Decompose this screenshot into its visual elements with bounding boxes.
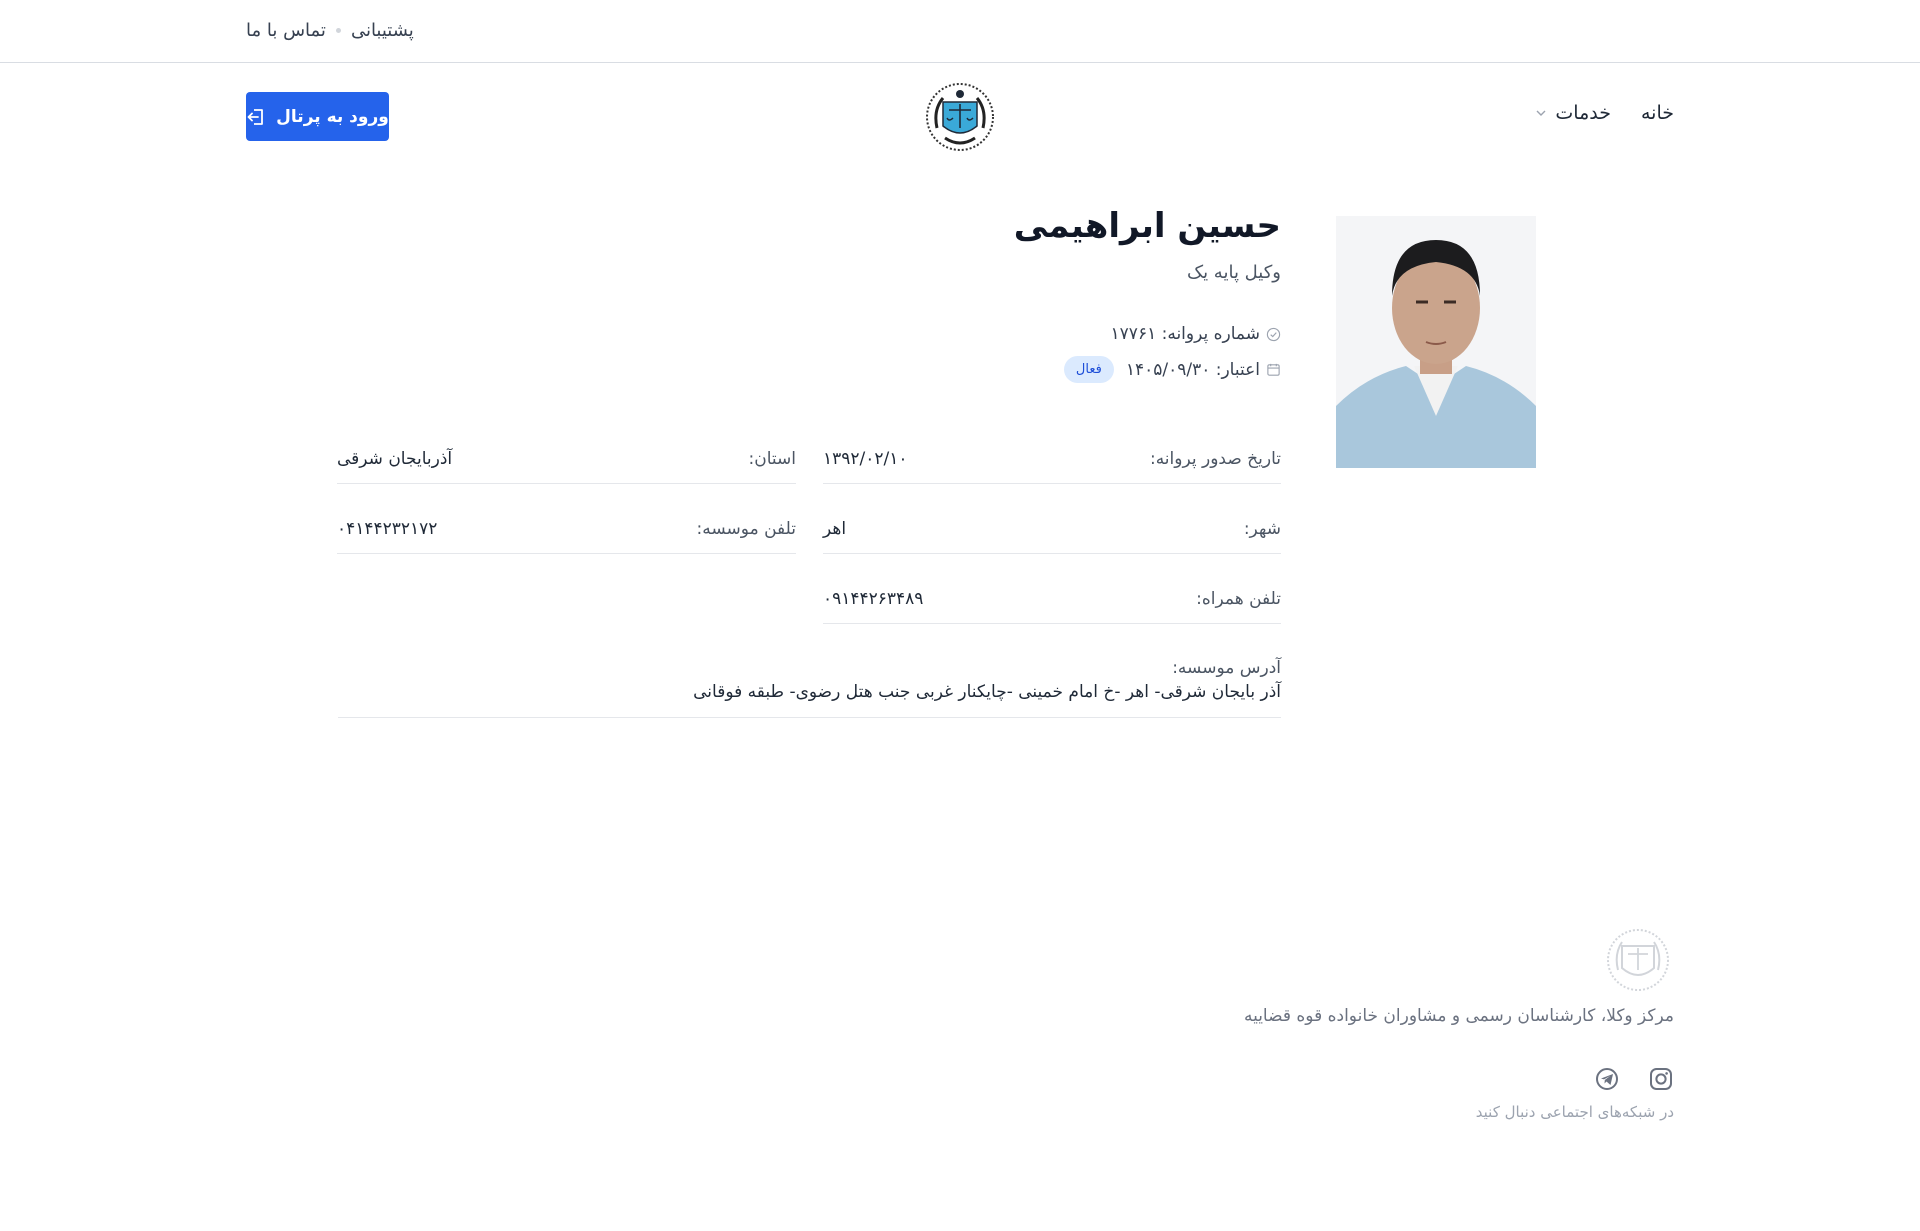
nav-services[interactable] (1535, 102, 1611, 124)
telegram-icon[interactable] (1594, 1066, 1620, 1092)
main-nav (1535, 102, 1674, 124)
social-links (1594, 1066, 1674, 1092)
portal-login-button[interactable] (246, 92, 389, 141)
nav-services-label: خدمات (1555, 102, 1611, 124)
nav-home[interactable]: خانه (1640, 102, 1674, 124)
separator-dot (336, 28, 341, 33)
address-field (338, 658, 1281, 718)
footer-org-title: مرکز وکلا، کارشناسان رسمی و مشاوران خانواده قوه قضاییه (1243, 1006, 1674, 1026)
top-bar (0, 0, 1920, 63)
city-field (823, 504, 1281, 554)
validity-date: اعتبار: ۱۴۰۵/۰۹/۳۰ (1125, 359, 1260, 380)
support-link[interactable]: پشتیبانی (350, 20, 414, 41)
chevron-down-icon (1535, 107, 1547, 119)
footer-follow-text: در شبکه‌های اجتماعی دنبال کنید (1475, 1103, 1674, 1121)
lawyer-rank: وکیل پایه یک (1186, 262, 1281, 283)
office-phone-field (337, 504, 796, 554)
city-value: اهر (823, 518, 847, 539)
status-badge: فعال (1064, 356, 1114, 383)
contact-link[interactable]: تماس با ما (246, 20, 326, 41)
instagram-icon[interactable] (1648, 1066, 1674, 1092)
login-icon (246, 107, 266, 127)
address-value: آذر بایجان شرقی- اهر -خ امام خمینی -چایکنار غربی جنب هتل رضوی- طبقه فوقانی (693, 682, 1281, 702)
judiciary-logo[interactable] (923, 80, 997, 154)
footer-logo (1604, 926, 1672, 994)
issue-date-value: ۱۳۹۲/۰۲/۱۰ (823, 448, 908, 469)
office-phone-label: تلفن موسسه: (696, 518, 796, 539)
calendar-icon (1266, 362, 1281, 377)
mobile-value[interactable]: ۰۹۱۴۴۲۶۳۴۸۹ (823, 588, 924, 609)
issue-date-field (823, 434, 1281, 484)
office-phone-value[interactable]: ۰۴۱۴۴۲۳۲۱۷۲ (337, 518, 438, 539)
province-value: آذربایجان شرقی (337, 448, 453, 469)
mobile-label: تلفن همراه: (1196, 588, 1281, 609)
mobile-field (823, 574, 1281, 624)
lawyer-name: حسین ابراهیمی (1013, 206, 1281, 246)
issue-date-label: تاریخ صدور پروانه: (1149, 448, 1281, 469)
license-number: شماره پروانه: ۱۷۷۶۱ (1110, 324, 1260, 344)
lawyer-photo (1336, 216, 1536, 468)
province-field (337, 434, 796, 484)
portal-login-label: ورود به پرتال (276, 106, 389, 127)
province-label: استان: (748, 448, 796, 469)
check-circle-icon (1266, 327, 1281, 342)
address-label: آدرس موسسه: (1172, 658, 1281, 678)
city-label: شهر: (1243, 518, 1281, 539)
license-number-row (1111, 324, 1281, 344)
top-links (246, 20, 414, 41)
validity-row (1064, 356, 1281, 383)
